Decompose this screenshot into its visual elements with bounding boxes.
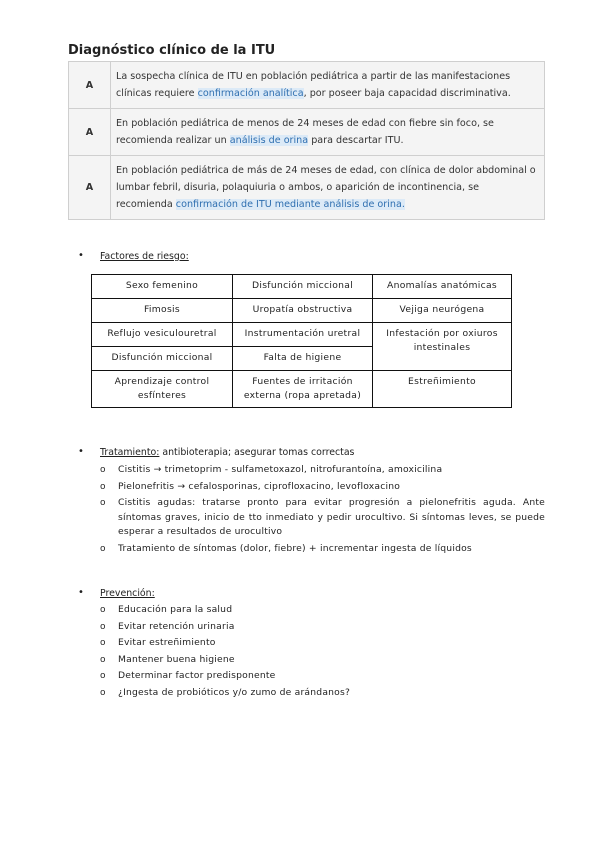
list-item-text: ¿Ingesta de probióticos y/o zumo de arándanos?: [118, 686, 351, 698]
list-item-text: Tratamiento de síntomas (dolor, fiebre) + incrementar ingesta de líquidos: [118, 542, 472, 554]
list-item: [100, 620, 545, 635]
diagnosis-table: [68, 61, 545, 220]
recommendation-text: En población pediátrica de menos de 24 meses de edad con fiebre sin foco, se recomienda realizar un: [116, 118, 494, 146]
list-item-text: Determinar factor predisponente: [118, 670, 276, 681]
recommendation-cell: [111, 156, 545, 220]
highlighted-text: confirmación analítica: [197, 88, 304, 99]
table-row: [92, 323, 512, 347]
list-item: [100, 496, 545, 540]
bullet-icon: •: [78, 446, 84, 457]
table-cell: Vejiga neurógena: [373, 299, 512, 323]
list-item-text: Evitar retención urinaria: [118, 620, 235, 632]
table-row: [92, 299, 512, 323]
list-item: [100, 603, 545, 618]
highlighted-text: confirmación de ITU mediante análisis de orina.: [175, 199, 405, 210]
table-cell: Disfunción miccional: [233, 275, 373, 299]
list-item-text: Educación para la salud: [118, 604, 233, 615]
sub-bullet-icon: o: [100, 543, 106, 554]
treatment-intro: antibioterapia; asegurar tomas correctas: [159, 447, 355, 458]
prevention-heading: Prevención:: [100, 588, 155, 599]
sub-bullet-icon: o: [100, 605, 106, 615]
list-item: [100, 636, 545, 651]
table-cell: Sexo femenino: [92, 275, 233, 299]
sub-bullet-icon: o: [100, 498, 106, 508]
table-cell: Falta de higiene: [233, 347, 373, 371]
sub-bullet-icon: o: [100, 465, 106, 475]
diagnosis-row: [69, 109, 545, 156]
risk-factors-table: [91, 274, 512, 408]
recommendation-text: para descartar ITU.: [308, 135, 404, 146]
diagnosis-row: [69, 62, 545, 109]
list-item: [100, 542, 545, 557]
table-cell: Fimosis: [92, 299, 233, 323]
sub-bullet-icon: o: [100, 687, 106, 698]
list-item-text: Cistitis → trimetoprim - sulfametoxazol, nitrofurantoína, amoxicilina: [118, 464, 443, 475]
sub-bullet-icon: o: [100, 621, 106, 632]
bullet-icon: •: [78, 587, 84, 598]
recommendation-text: En población pediátrica de más de 24 meses de edad, con clínica de dolor abdominal o lumbar febril, disuria, polaquiuria o ambos, o aparición de incontinencia, se recomienda: [116, 165, 536, 210]
recommendation-cell: [111, 109, 545, 156]
list-item-text: Pielonefritis → cefalosporinas, ciprofloxacino, levofloxacino: [118, 480, 401, 492]
table-cell: Aprendizaje control esfínteres: [92, 371, 233, 408]
grade-cell: A: [69, 62, 111, 109]
sub-bullet-icon: o: [100, 481, 106, 492]
table-cell: Fuentes de irritación externa (ropa apretada): [233, 371, 373, 408]
treatment-list: [100, 463, 545, 558]
list-item-text: Mantener buena higiene: [118, 653, 235, 665]
diagnosis-title: Diagnóstico clínico de la ITU: [68, 43, 276, 58]
list-item-text: Cistitis agudas: tratarse pronto para evitar progresión a pielonefritis aguda. Ante síntomas graves, inicio de tto inmediato y pedir urocultivo. Si síntomas leves, se puede esperar a resultados de urocultivo: [118, 497, 545, 537]
list-item: [100, 686, 545, 701]
list-item: [100, 463, 545, 478]
table-cell: Reflujo vesiculouretral: [92, 323, 233, 347]
sub-bullet-icon: o: [100, 671, 106, 681]
grade-cell: A: [69, 156, 111, 220]
diagnosis-row: [69, 156, 545, 220]
grade-cell: A: [69, 109, 111, 156]
table-cell: Uropatía obstructiva: [233, 299, 373, 323]
recommendation-text: , por poseer baja capacidad discriminativa.: [303, 88, 511, 99]
list-item: [100, 669, 545, 684]
treatment-heading: Tratamiento:: [100, 447, 160, 458]
highlighted-text: análisis de orina: [229, 135, 309, 146]
table-cell: Infestación por oxiuros intestinales: [373, 323, 512, 371]
risk-factors-heading: Factores de riesgo:: [100, 251, 189, 262]
list-item-text: Evitar estreñimiento: [118, 637, 216, 648]
table-cell: Anomalías anatómicas: [373, 275, 512, 299]
recommendation-cell: [111, 62, 545, 109]
recommendation-text: La sospecha clínica de ITU en población pediátrica a partir de las manifestaciones clínicas requiere: [116, 71, 511, 99]
list-item: [100, 480, 545, 495]
treatment-line: [100, 447, 354, 458]
prevention-list: [100, 603, 545, 702]
list-item: [100, 653, 545, 668]
bullet-icon: •: [78, 250, 84, 261]
table-cell: Instrumentación uretral: [233, 323, 373, 347]
sub-bullet-icon: o: [100, 654, 106, 665]
table-row: [92, 275, 512, 299]
table-row: [92, 371, 512, 408]
sub-bullet-icon: o: [100, 638, 106, 648]
table-cell: Disfunción miccional: [92, 347, 233, 371]
table-cell: Estreñimiento: [373, 371, 512, 408]
